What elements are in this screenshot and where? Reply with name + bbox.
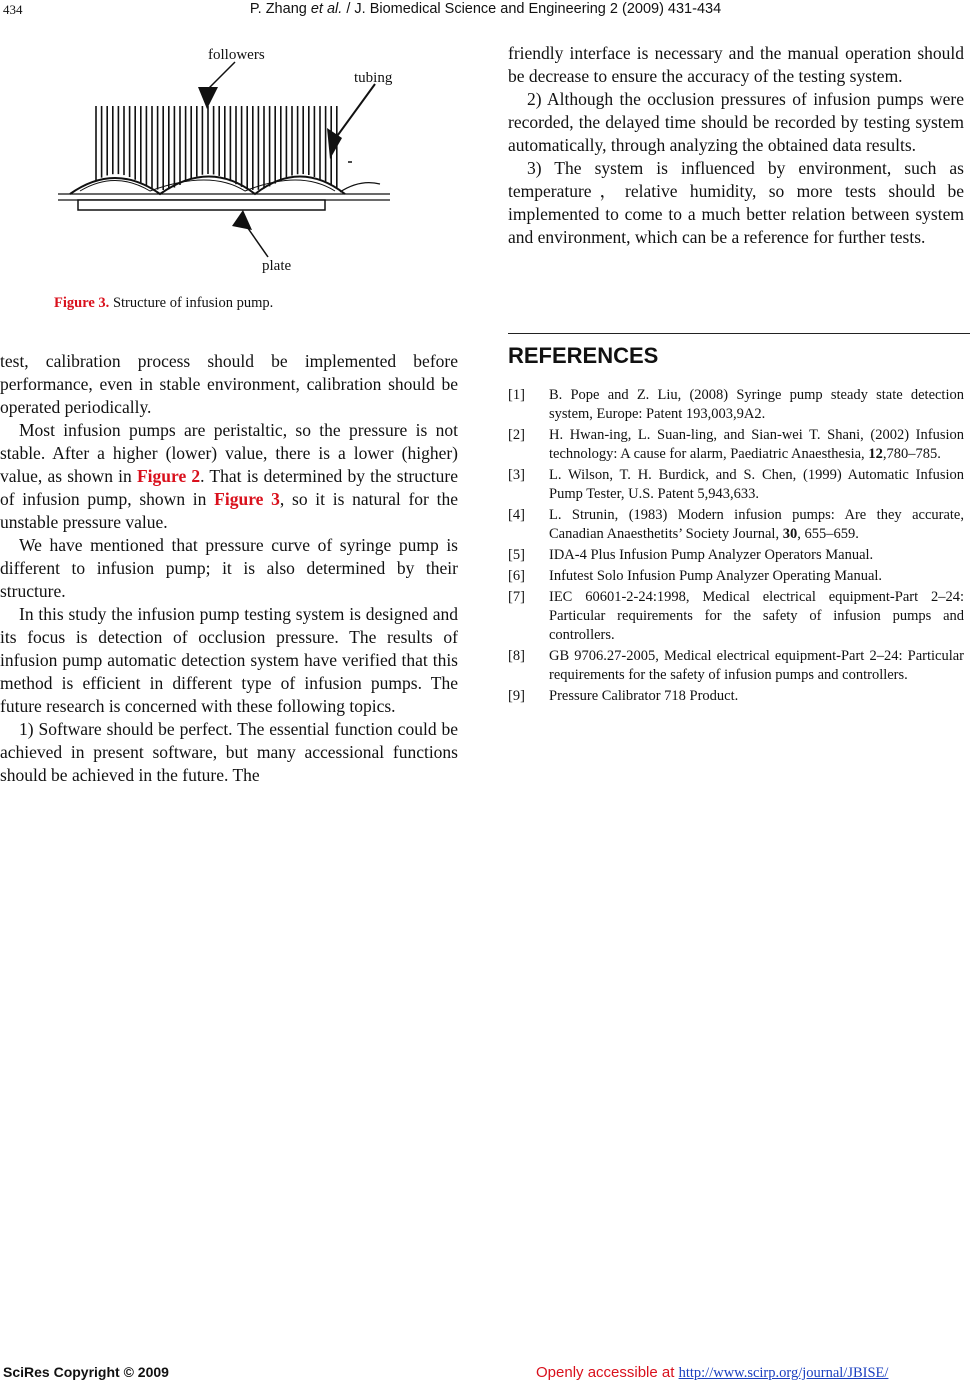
reference-item: [508, 567, 964, 586]
paragraph: friendly interface is necessary and the manual operation should be decrease to ensure the accuracy of the testing system.: [508, 43, 964, 86]
paragraph: In this study the infusion pump testing system is designed and its focus is detection of occlusion pressure. The results of infusion pump automatic detection system have verified that this method is efficient in different type of infusion pumps. The future research is concerned with these following topics.: [0, 604, 458, 716]
reference-item: [508, 588, 964, 645]
journal-url-link[interactable]: http://www.scirp.org/journal/JBISE/: [678, 1365, 889, 1381]
reference-item: [508, 687, 964, 706]
caption-label: Figure 3.: [54, 295, 110, 311]
text-run: , so it is natural for the unstable pressure value.: [0, 489, 458, 532]
tubing-arrow-line: [335, 84, 375, 139]
figure-3: [40, 44, 420, 284]
plate-arrow-line: [245, 224, 268, 257]
paragraph: 2) Although the occlusion pressures of infusion pumps were recorded, the delayed time should be recorded by testing system automatically, through analyzing the obtained data results.: [508, 89, 964, 155]
label-plate: plate: [262, 258, 292, 274]
label-tubing: tubing: [354, 70, 393, 86]
reference-item: [508, 466, 964, 504]
reference-number: [3]: [508, 467, 525, 483]
figure-caption: [54, 295, 273, 312]
reference-volume: 30: [782, 526, 798, 542]
tubing-curve-inner: [80, 180, 335, 191]
reference-number: [5]: [508, 547, 525, 563]
reference-item: [508, 386, 964, 424]
paragraph: [0, 419, 458, 534]
plate-arrow-head: [232, 210, 252, 230]
reference-item: [508, 426, 964, 464]
text-run: . That is determined by the structure of infusion pump, shown in: [0, 466, 458, 509]
reference-number: [7]: [508, 589, 525, 605]
plate-rect: [78, 200, 325, 210]
reference-number: [1]: [508, 387, 525, 403]
section-divider: [508, 333, 970, 334]
tubing-base-lines: [58, 194, 390, 200]
reference-text: IDA-4 Plus Infusion Pump Analyzer Operators Manual.: [549, 547, 874, 563]
tubing-curve-outer: [70, 177, 345, 195]
reference-text: , 655–659.: [797, 526, 859, 542]
reference-item: [508, 647, 964, 685]
running-header: [0, 1, 971, 17]
reference-number: [8]: [508, 648, 525, 664]
header-et-al: et al.: [310, 1, 343, 17]
reference-text: Pressure Calibrator 718 Product.: [549, 688, 739, 704]
reference-number: [2]: [508, 427, 525, 443]
reference-text: B. Pope and Z. Liu, (2008) Syringe pump steady state detection system, Europe: Patent 193,003,9A2.: [549, 387, 964, 422]
followers-arrow-line: [209, 62, 235, 88]
reference-number: [9]: [508, 688, 525, 704]
paragraph: 1) Software should be perfect. The essential function could be achieved in present software, but many accessional functions should be achieved in the future. The: [0, 719, 458, 785]
right-column: [508, 42, 964, 249]
figure-3-link[interactable]: Figure 3: [214, 489, 280, 509]
reference-item: [508, 506, 964, 544]
reference-number: [6]: [508, 568, 525, 584]
footer-access: [536, 1364, 888, 1382]
followers-arrow-head: [198, 87, 218, 109]
label-followers: followers: [208, 47, 265, 63]
header-journal: / J. Biomedical Science and Engineering 2 (2009) 431-434: [346, 1, 722, 17]
page-number: 434: [3, 2, 23, 17]
tubing-end-curve: [340, 183, 380, 192]
reference-text: H. Hwan-ing, L. Suan-ling, and Sian-wei T. Shani, (2002) Infusion technology: A cause for alarm, Paediatric Anaesthesia,: [549, 427, 964, 462]
text-run: Most infusion pumps are peristaltic, so the pressure is not stable. After a higher (lower) value, there is a lower (higher) value, as shown in: [0, 420, 458, 486]
infusion-pump-diagram: [40, 44, 420, 284]
left-column: [0, 350, 458, 787]
reference-text: Infutest Solo Infusion Pump Analyzer Operating Manual.: [549, 568, 883, 584]
figure-2-link[interactable]: Figure 2: [136, 466, 201, 486]
header-authors: P. Zhang: [249, 1, 307, 17]
references-list: [508, 386, 964, 708]
reference-text: L. Wilson, T. H. Burdick, and S. Chen, (1999) Automatic Infusion Pump Tester, U.S. Patent 5,943,633.: [549, 467, 964, 502]
paragraph: test, calibration process should be implemented before performance, even in stable environment, calibration should be operated periodically.: [0, 351, 458, 417]
references-heading: REFERENCES: [508, 343, 659, 368]
caption-text: Structure of infusion pump.: [109, 295, 274, 311]
reference-volume: 12: [868, 446, 883, 462]
reference-number: [4]: [508, 507, 525, 523]
footer-copyright: SciRes Copyright © 2009: [3, 1364, 169, 1380]
paragraph: 3) The system is influenced by environment, such as temperature，relative humidity, so more tests should be implemented to come to a much better relation between system and environment, which can be a reference for further tests.: [508, 158, 964, 247]
reference-item: [508, 546, 964, 565]
reference-text: ,780–785.: [882, 446, 941, 462]
reference-text: IEC 60601-2-24:1998, Medical electrical equipment-Part 2–24: Particular requirements for the safety of infusion pumps and controllers.: [549, 589, 964, 643]
reference-text: GB 9706.27-2005, Medical electrical equipment-Part 2–24: Particular requirements for the safety of infusion pumps and controllers.: [549, 648, 964, 683]
open-access-label: Openly accessible at: [536, 1364, 679, 1381]
paragraph: We have mentioned that pressure curve of syringe pump is different to infusion pump; it is also determined by their structure.: [0, 535, 458, 601]
reference-text: L. Strunin, (1983) Modern infusion pumps: Are they accurate, Canadian Anaesthetits’ Society Journal,: [549, 507, 964, 542]
